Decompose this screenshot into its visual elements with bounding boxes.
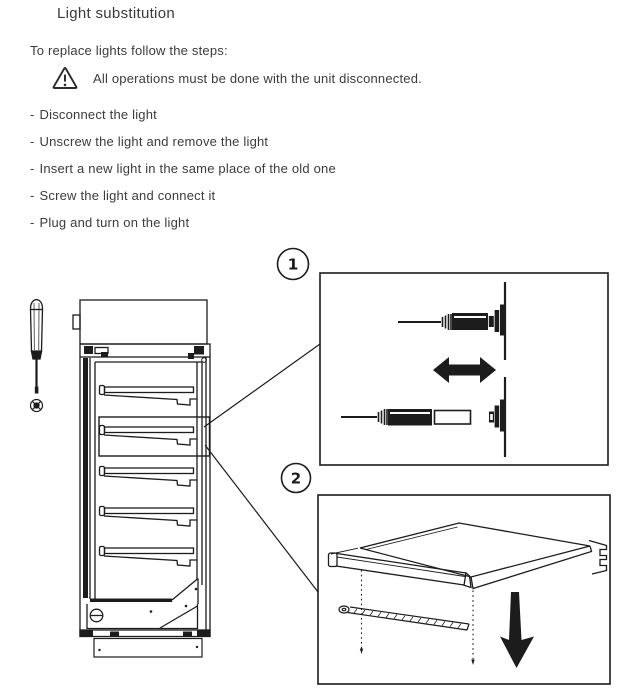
shelf-light (100, 467, 197, 487)
step-item (30, 209, 336, 236)
highlight-box (99, 417, 210, 456)
callout-2-label: 2 (290, 469, 302, 488)
refrigerator-drawing (73, 300, 210, 657)
instruction-diagram (0, 240, 619, 700)
step-text: Unscrew the light and remove the light (39, 134, 269, 149)
step-bullet: - (30, 107, 35, 122)
warning-text: All operations must be done with the unit disconnected. (93, 70, 422, 86)
step-bullet: - (30, 215, 35, 230)
callout-1 (278, 249, 309, 280)
shelf-light (100, 507, 197, 527)
step-item (30, 101, 336, 128)
detail-box-2 (318, 495, 610, 684)
shelf-light (100, 547, 197, 567)
step-item (30, 128, 336, 155)
shelf-light (100, 386, 197, 406)
step-bullet: - (30, 188, 35, 203)
shelf-light (100, 426, 197, 446)
screw-icon (31, 400, 43, 412)
step-text: Plug and turn on the light (39, 215, 190, 230)
screwdriver-icon (31, 300, 43, 394)
intro-text: To replace lights follow the steps: (30, 43, 228, 58)
step-text: Disconnect the light (39, 107, 157, 122)
step-item (30, 182, 336, 209)
callout-2 (282, 464, 311, 493)
warning-row (52, 66, 422, 90)
step-text: Screw the light and connect it (39, 188, 216, 203)
leader-line-1 (204, 344, 320, 427)
page-title: Light substitution (57, 5, 175, 22)
step-text: Insert a new light in the same place of the old one (39, 161, 336, 176)
warning-triangle-icon (52, 66, 78, 90)
step-bullet: - (30, 161, 35, 176)
step-bullet: - (30, 134, 35, 149)
callout-1-label: 1 (287, 255, 299, 274)
step-item (30, 155, 336, 182)
detail-box-1 (320, 273, 608, 465)
steps-list (30, 101, 336, 236)
